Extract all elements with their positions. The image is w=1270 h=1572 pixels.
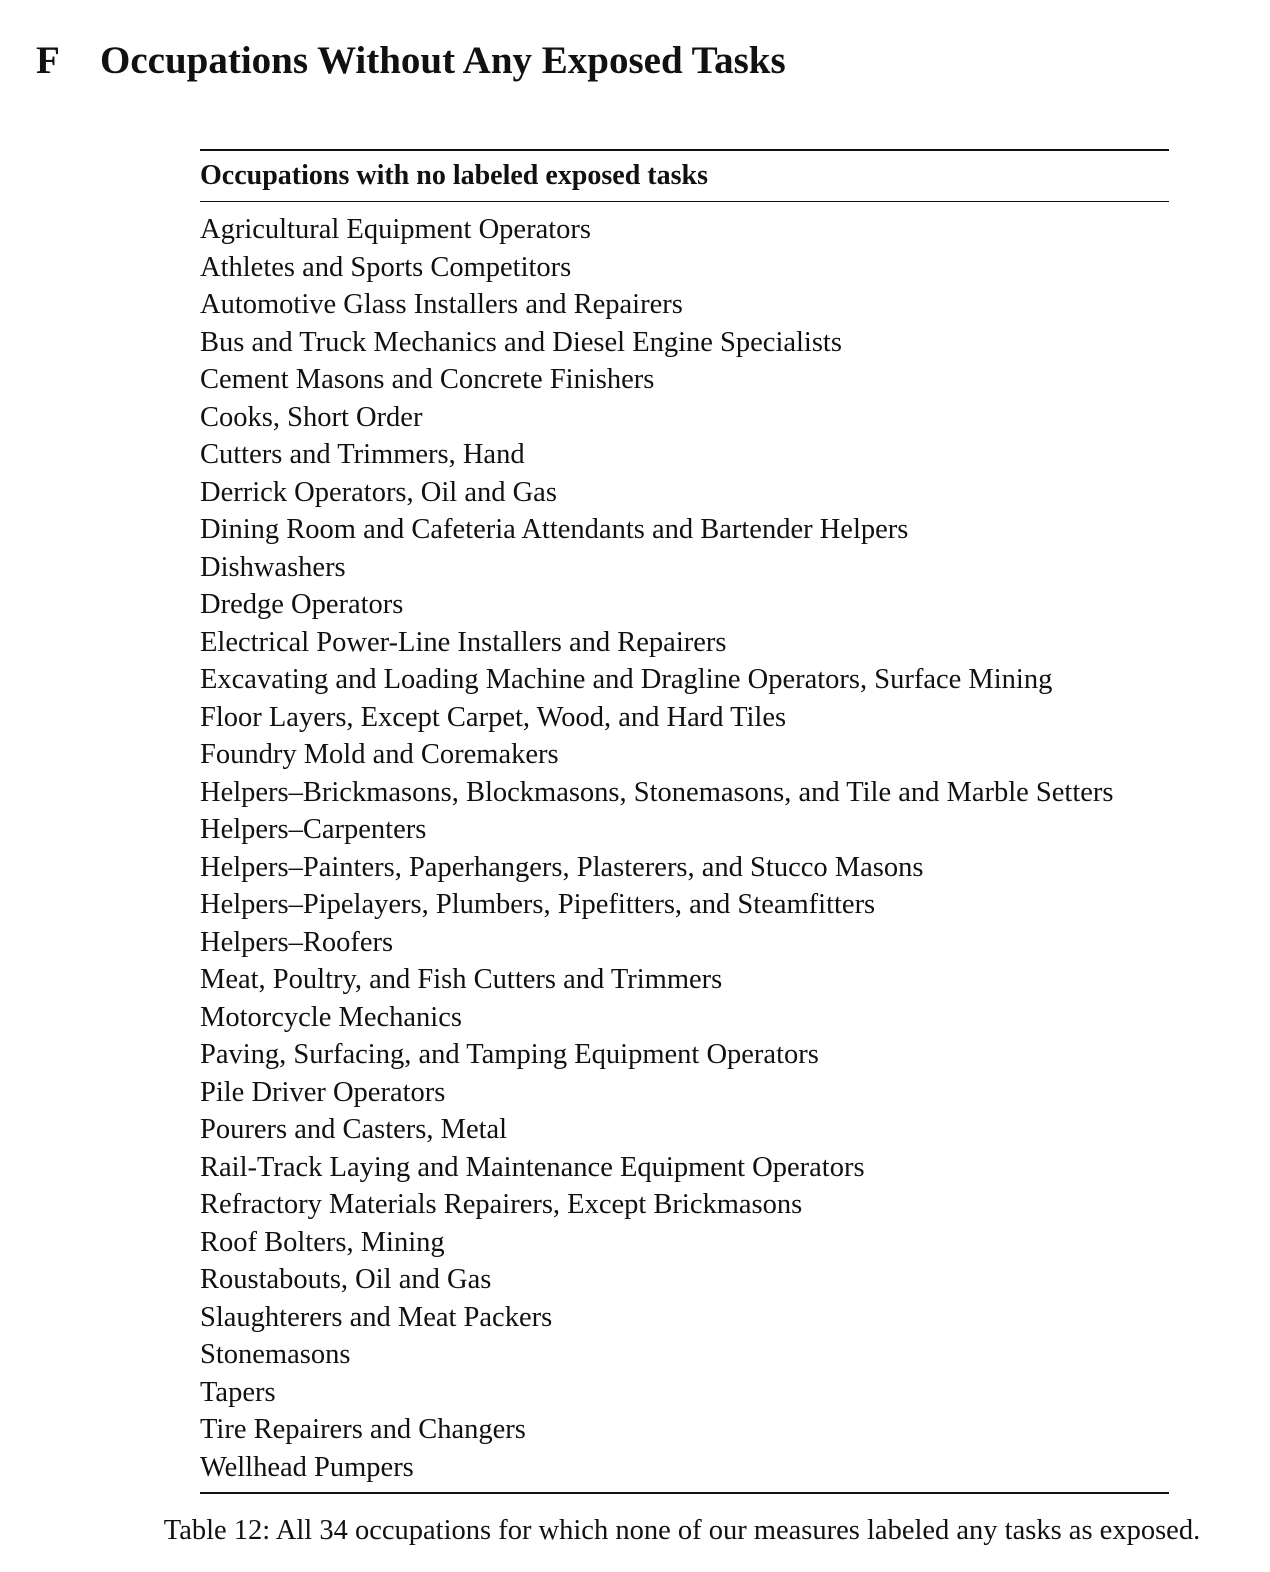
table-row: Helpers–Brickmasons, Blockmasons, Stonemasons, and Tile and Marble Setters (200, 776, 1114, 808)
section-number: F (36, 39, 60, 82)
occupations-table (200, 149, 1169, 1494)
table-row: Foundry Mold and Coremakers (200, 739, 559, 770)
table-row: Helpers–Painters, Paperhangers, Plasterers, and Stucco Masons (200, 851, 924, 883)
table-row: Cooks, Short Order (200, 401, 423, 433)
table-row: Helpers–Roofers (200, 926, 394, 958)
table-row: Pile Driver Operators (200, 1076, 446, 1108)
table-row: Derrick Operators, Oil and Gas (200, 476, 557, 508)
table-row: Pourers and Casters, Metal (200, 1114, 508, 1145)
table-row: Tapers (200, 1376, 276, 1408)
section-heading (36, 38, 786, 84)
table-row: Dishwashers (200, 551, 346, 583)
table-row: Roof Bolters, Mining (200, 1226, 445, 1258)
table-row: Motorcycle Mechanics (200, 1001, 462, 1033)
table-row: Agricultural Equipment Operators (200, 214, 591, 245)
table-row: Electrical Power-Line Installers and Repairers (200, 626, 727, 658)
table-row: Bus and Truck Mechanics and Diesel Engine Specialists (200, 326, 842, 358)
section-title: Occupations Without Any Exposed Tasks (100, 39, 786, 82)
table-row: Meat, Poultry, and Fish Cutters and Trimmers (200, 964, 723, 995)
table-column-header: Occupations with no labeled exposed tasks (200, 160, 708, 191)
table-row: Stonemasons (200, 1339, 351, 1370)
table-bottom-rule (200, 1492, 1169, 1494)
table-row: Paving, Surfacing, and Tamping Equipment Operators (200, 1039, 819, 1070)
table-row: Dredge Operators (200, 589, 404, 620)
table-row: Wellhead Pumpers (200, 1451, 414, 1483)
table-row: Automotive Glass Installers and Repairers (200, 289, 683, 320)
table-row: Excavating and Loading Machine and Dragline Operators, Surface Mining (200, 664, 1053, 695)
table-row: Roustabouts, Oil and Gas (200, 1264, 492, 1295)
table-row: Tire Repairers and Changers (200, 1414, 526, 1445)
table-row: Rail-Track Laying and Maintenance Equipment Operators (200, 1151, 865, 1183)
table-caption: Table 12: All 34 occupations for which none of our measures labeled any tasks as exposed. (163, 1515, 1201, 1546)
table-body (200, 202, 1169, 1492)
table-row: Helpers–Carpenters (200, 814, 427, 845)
table-row: Refractory Materials Repairers, Except Brickmasons (200, 1189, 803, 1220)
table-row: Cutters and Trimmers, Hand (200, 439, 525, 470)
table-row: Athletes and Sports Competitors (200, 251, 572, 283)
table-row: Cement Masons and Concrete Finishers (200, 364, 655, 395)
table-row: Helpers–Pipelayers, Plumbers, Pipefitters, and Steamfitters (200, 889, 876, 920)
table-row: Floor Layers, Except Carpet, Wood, and Hard Tiles (200, 701, 787, 733)
table-row: Slaughterers and Meat Packers (200, 1301, 553, 1333)
table-row: Dining Room and Cafeteria Attendants and Bartender Helpers (200, 514, 909, 545)
